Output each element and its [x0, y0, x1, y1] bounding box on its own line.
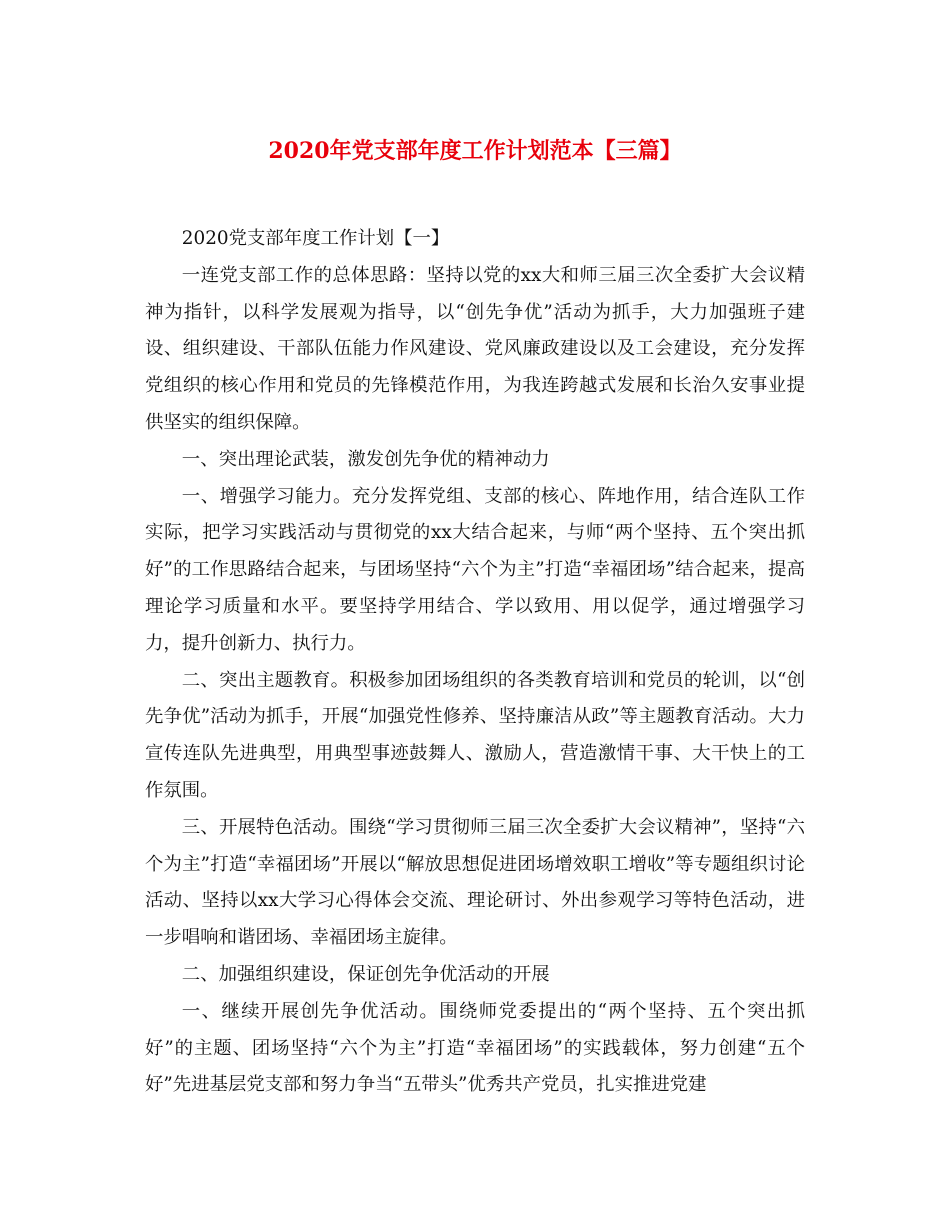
document-body	[145, 221, 805, 1104]
document-title: 2020年党支部年度工作计划范本【三篇】	[268, 138, 682, 164]
paragraph: 一、增强学习能力。充分发挥党组、支部的核心、阵地作用，结合连队工作实际，把学习实践活动与贯彻党的xx大结合起来，与师“两个坚持、五个突出抓好”的工作思路结合起来，与团场坚持“六个为主”打造“幸福团场”结合起来，提高理论学习质量和水平。要坚持学用结合、学以致用、用以促学，通过增强学习力，提升创新力、执行力。	[145, 485, 805, 654]
paragraph: 三、开展特色活动。围绕“学习贯彻师三届三次全委扩大会议精神”，坚持“六个为主”打造“幸福团场”开展以“解放思想促进团场增效职工增收”等专题组织讨论活动、坚持以xx大学习心得体会交流、理论研讨、外出参观学习等特色活动，进一步唱响和谐团场、幸福团场主旋律。	[145, 816, 805, 949]
paragraph: 一、继续开展创先争优活动。围绕师党委提出的“两个坚持、五个突出抓好”的主题、团场坚持“六个为主”打造“幸福团场”的实践载体，努力创建“五个好”先进基层党支部和努力争当“五带头”优秀共产党员，扎实推进党建	[145, 1000, 805, 1096]
section-heading: 二、加强组织建设，保证创先争优活动的开展	[181, 963, 550, 985]
section-heading: 一、突出理论武装，激发创先争优的精神动力	[181, 448, 550, 470]
paragraph: 二、突出主题教育。积极参加团场组织的各类教育培训和党员的轮训，以“创先争优”活动为抓手，开展“加强党性修养、坚持廉洁从政”等主题教育活动。大力宣传连队先进典型，用典型事迹鼓舞人、激励人，营造激情干事、大干快上的工作氛围。	[145, 669, 805, 801]
paragraph: 一连党支部工作的总体思路：坚持以党的xx大和师三届三次全委扩大会议精神为指针，以科学发展观为指导，以“创先争优”活动为抓手，大力加强班子建设、组织建设、干部队伍能力作风建设、党风廉政建设以及工会建设，充分发挥党组织的核心作用和党员的先锋模范作用，为我连跨越式发展和长治久安事业提供坚实的组织保障。	[145, 264, 805, 433]
section-heading: 2020党支部年度工作计划【一】	[181, 228, 450, 249]
